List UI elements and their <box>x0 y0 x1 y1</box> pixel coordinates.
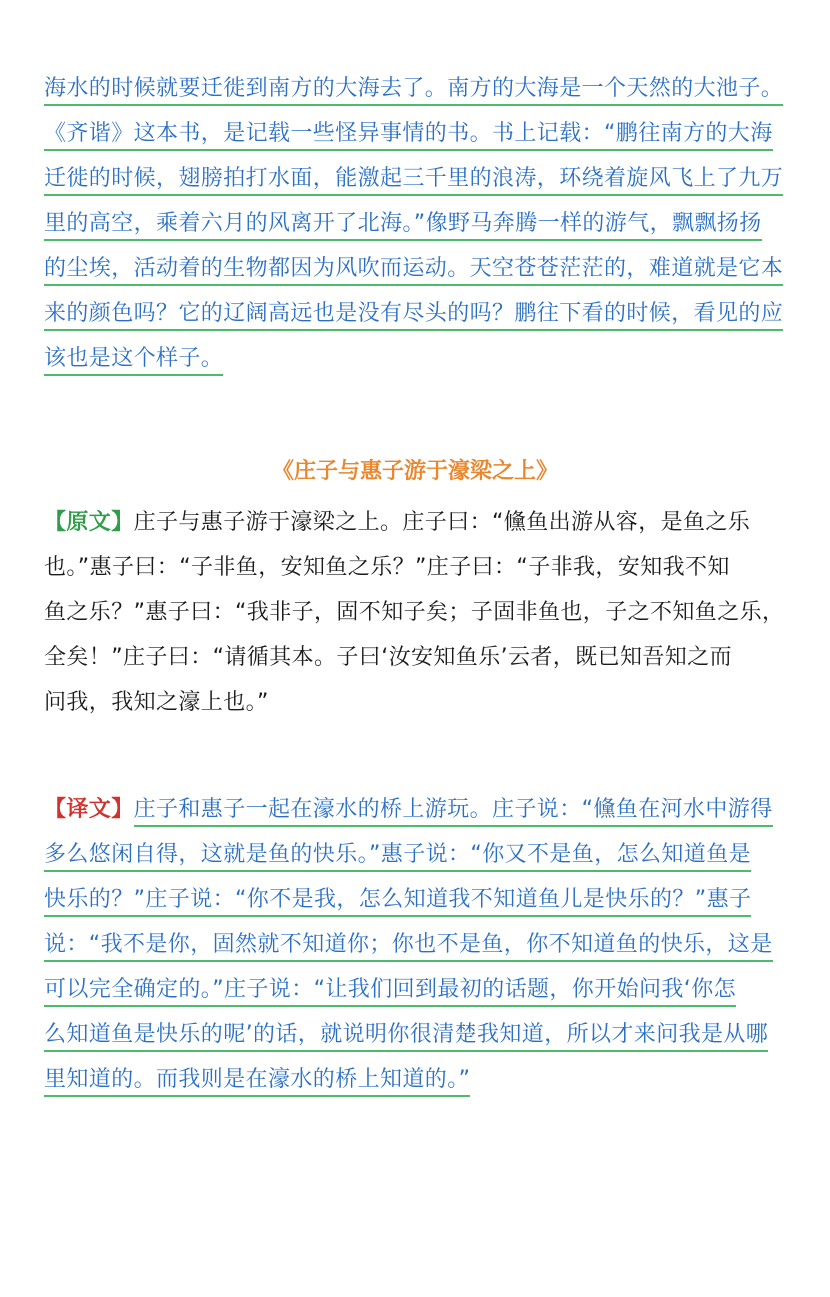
text-line: 多么悠闲自得，这就是鱼的快乐。”惠子说：“你又不是鱼，怎么知道鱼是 <box>44 832 788 877</box>
original-tag: 【原文】 <box>44 510 134 535</box>
text-line: 《齐谐》这本书，是记载一些怪异事情的书。书上记载：“鹏往南方的大海 <box>44 111 788 156</box>
text-line: 【译文】庄子和惠子一起在濠水的桥上游玩。庄子说：“儵鱼在河水中游得 <box>44 787 788 832</box>
text-line: 里知道的。而我则是在濠水的桥上知道的。” <box>44 1057 788 1102</box>
translation-tag: 【译文】 <box>44 797 134 822</box>
text-line: 的尘埃，活动着的生物都因为风吹而运动。天空苍苍茫茫的，难道就是它本 <box>44 246 788 291</box>
translation-continuation <box>44 66 788 381</box>
text-line: 也。”惠子曰：“子非鱼，安知鱼之乐？”庄子曰：“子非我，安知我不知 <box>44 555 730 580</box>
text-line: 可以完全确定的。”庄子说：“让我们回到最初的话题，你开始问我‘你怎 <box>44 967 788 1012</box>
text-line: 全矣！”庄子曰：“请循其本。子曰‘汝安知鱼乐’云者，既已知吾知之而 <box>44 645 732 670</box>
text-line: 说：“我不是你，固然就不知道你；你也不是鱼，你不知道鱼的快乐，这是 <box>44 922 788 967</box>
text-line: 快乐的？”庄子说：“你不是我，怎么知道我不知道鱼儿是快乐的？”惠子 <box>44 877 788 922</box>
text-line: 里的高空，乘着六月的风离开了北海。”像野马奔腾一样的游气，飘飘扬扬 <box>44 201 788 246</box>
original-text <box>44 500 788 725</box>
text-line: 么知道鱼是快乐的呢’的话，就说明你很清楚我知道，所以才来问我是从哪 <box>44 1012 788 1057</box>
text-line: 来的颜色吗？它的辽阔高远也是没有尽头的吗？鹏往下看的时候，看见的应 <box>44 291 788 336</box>
text-line: 该也是这个样子。 <box>44 336 788 381</box>
text-line: 鱼之乐？”惠子曰：“我非子，固不知子矣；子固非鱼也，子之不知鱼之乐， <box>44 600 785 625</box>
text-line: 迁徙的时候，翅膀拍打水面，能激起三千里的浪涛，环绕着旋风飞上了九万 <box>44 156 788 201</box>
text-line: 【原文】庄子与惠子游于濠梁之上。庄子曰：“儵鱼出游从容，是鱼之乐 <box>44 510 751 535</box>
section-title: 《庄子与惠子游于濠梁之上》 <box>271 459 558 484</box>
text-line: 海水的时候就要迁徙到南方的大海去了。南方的大海是一个天然的大池子。 <box>44 66 788 111</box>
text-line: 问我，我知之濠上也。” <box>44 690 269 715</box>
translation-text <box>44 787 788 1102</box>
